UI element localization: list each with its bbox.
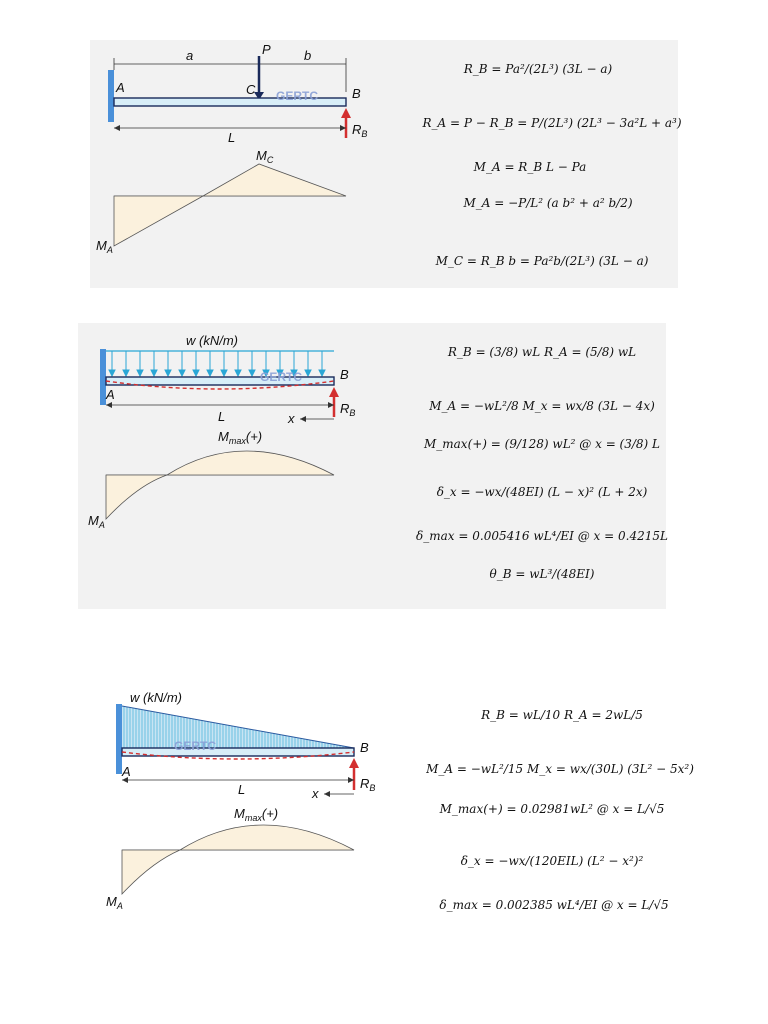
- beam: [122, 748, 354, 756]
- load-arrowhead: [221, 370, 227, 376]
- label-w: w (kN/m): [186, 333, 238, 348]
- equation-RA: R_A = P − R_B = P/(2L³) (2L³ − 3a²L + a³): [422, 116, 682, 130]
- label-MA: M: [88, 513, 99, 528]
- load-arrowhead: [123, 370, 129, 376]
- moment-negative-area: [114, 196, 203, 246]
- label-A: A: [116, 80, 125, 95]
- load-arrowhead: [151, 370, 157, 376]
- load-arrowhead: [193, 370, 199, 376]
- svg-text:MA: $M_A$: [106, 894, 123, 911]
- label-MA: M: [106, 894, 117, 909]
- case3-panel: [90, 682, 694, 942]
- watermark: GERTC: [174, 739, 216, 753]
- label-Mmax: M: [234, 806, 245, 821]
- equation-deflection: δ_x = −wx/(120EIL) (L² − x²)²: [460, 854, 644, 868]
- svg-text:Mmax(+): $M_{max}(+)$: [234, 806, 279, 823]
- moment-negative-area: [106, 475, 167, 519]
- equation-MA: M_A = R_B L − Pa: [473, 160, 587, 174]
- watermark: GERTC: [260, 370, 302, 384]
- load-arrowhead: [249, 370, 255, 376]
- label-RB: R: [360, 776, 370, 791]
- svg-text:RB: $R_B$: [340, 401, 356, 418]
- equation-Mmax: M_max(+) = (9/128) wL² @ x = (3/8) L: [423, 437, 661, 451]
- equation-RB: R_B = Pa²/(2L³) (3L − a): [463, 62, 613, 76]
- label-B: B: [360, 740, 369, 755]
- label-MA: M: [96, 238, 107, 253]
- svg-text:MA: $M_A$: [96, 238, 113, 255]
- label-a: a: [186, 48, 194, 63]
- equation-Mmax: M_max(+) = 0.02981wL² @ x = L/√5: [439, 802, 665, 816]
- load-arrowhead: [319, 370, 325, 376]
- equation-reactions: R_B = wL/10 R_A = 2wL/5: [481, 708, 643, 722]
- moment-positive-area: [167, 451, 334, 475]
- svg-text:RB: $R_B$: [352, 122, 368, 139]
- load-arrowhead: [207, 370, 213, 376]
- equation-MC: M_C = R_B b = Pa²b/(2L³) (3L − a): [435, 254, 649, 268]
- load-arrowhead: [235, 370, 241, 376]
- svg-text:MA: $M_A$: [88, 513, 105, 530]
- load-arrowhead: [137, 370, 143, 376]
- equation-max-deflection: δ_max = 0.002385 wL⁴/EI @ x = L/√5: [439, 898, 669, 912]
- moment-positive-area: [180, 825, 354, 850]
- equation-rotation: θ_B = wL³/(48EI): [489, 567, 595, 581]
- label-RB: R: [352, 122, 362, 137]
- load-arrowhead: [305, 370, 311, 376]
- case1-diagram: [90, 40, 390, 288]
- label-MC: M: [256, 148, 267, 163]
- label-B: B: [340, 367, 349, 382]
- label-x: x: [312, 786, 319, 801]
- equation-MA-expanded: M_A = −P/L² (a b² + a² b/2): [463, 196, 633, 210]
- label-L: L: [228, 130, 236, 145]
- case2-panel: [78, 323, 666, 609]
- label-C: C: [246, 82, 256, 97]
- load-arrowhead: [179, 370, 185, 376]
- label-RB: R: [340, 401, 350, 416]
- label-Mmax: M: [218, 429, 229, 444]
- label-A: A: [106, 387, 115, 402]
- label-w: w (kN/m): [130, 690, 182, 705]
- case1-panel: [90, 40, 682, 288]
- moment-negative-area: [122, 850, 180, 894]
- load-arrowhead: [109, 370, 115, 376]
- label-B: B: [352, 86, 361, 101]
- svg-text:MC: $M_C$: [256, 148, 274, 165]
- equation-moments: M_A = −wL²/15 M_x = wx/(30L) (3L² − 5x²): [426, 762, 694, 776]
- label-P: P: [262, 42, 271, 57]
- watermark: GERTC: [276, 89, 318, 103]
- case2-diagram: [78, 323, 378, 609]
- label-L: L: [218, 409, 226, 424]
- svg-text:RB: $R_B$: [360, 776, 376, 793]
- label-A: A: [122, 764, 131, 779]
- label-x: x: [288, 411, 295, 426]
- case3-diagram: [90, 682, 390, 942]
- equation-deflection: δ_x = −wx/(48EI) (L − x)² (L + 2x): [436, 485, 648, 499]
- label-L: L: [238, 782, 246, 797]
- fixed-wall: [108, 70, 114, 122]
- equation-reactions: R_B = (3/8) wL R_A = (5/8) wL: [447, 345, 637, 359]
- equation-moments: M_A = −wL²/8 M_x = wx/8 (3L − 4x): [429, 399, 655, 413]
- equation-max-deflection: δ_max = 0.005416 wL⁴/EI @ x = 0.4215L: [416, 529, 668, 543]
- moment-positive-area: [203, 164, 346, 196]
- svg-text:Mmax(+): $M_{max}(+)$: [218, 429, 263, 446]
- label-b: b: [304, 48, 312, 63]
- load-arrowhead: [165, 370, 171, 376]
